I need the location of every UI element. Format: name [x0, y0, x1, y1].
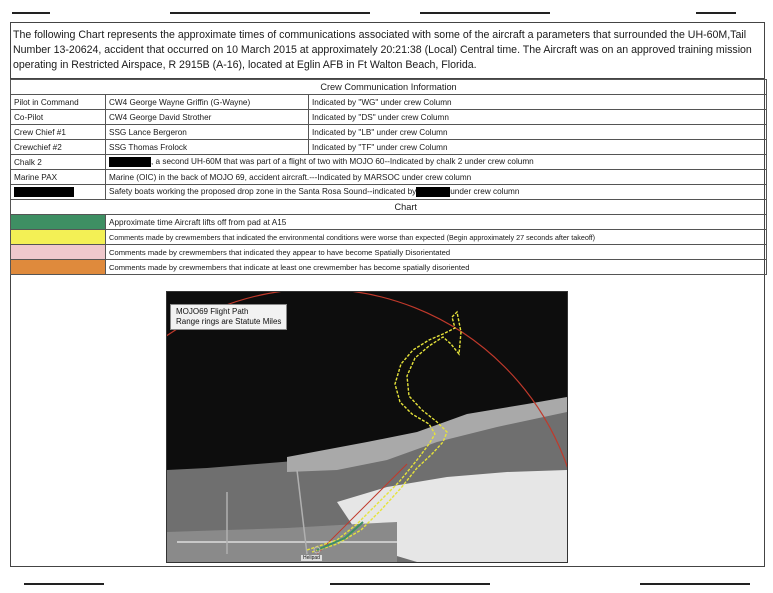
- legend-row: [11, 230, 767, 245]
- table-row-safety: [11, 185, 767, 200]
- chart-header-row: [11, 200, 767, 215]
- crew-role: Crewchief #2: [11, 140, 106, 155]
- safety-role: [11, 185, 106, 200]
- scan-mark-top-far-right: [696, 12, 736, 14]
- table-row: [11, 95, 767, 110]
- legend-text: Approximate time Aircraft lifts off from pad at A15: [106, 215, 767, 230]
- scan-mark-top-right: [420, 12, 550, 14]
- marine-role: Marine PAX: [11, 170, 106, 185]
- crew-role: Pilot in Command: [11, 95, 106, 110]
- table-row-chalk2: [11, 155, 767, 170]
- crew-name: SSG Lance Bergeron: [106, 125, 309, 140]
- table-row: [11, 110, 767, 125]
- pad-label: Helipad: [303, 555, 320, 561]
- legend-row: [11, 260, 767, 275]
- legend-swatch-yellow: [11, 230, 106, 245]
- crew-name: CW4 George David Strother: [106, 110, 309, 125]
- legend-text: Comments made by crewmembers that indicated the environmental conditions were worse than expected (Begin approximately 27 seconds after takeoff): [106, 230, 767, 245]
- crew-header: Crew Communication Information: [11, 80, 767, 95]
- flight-path-map-image: [167, 292, 567, 562]
- table-row-marine: [11, 170, 767, 185]
- chalk2-role: Chalk 2: [11, 155, 106, 170]
- legend-text: Comments made by crewmembers that indicated they appear to have become Spatially Disorientated: [106, 245, 767, 260]
- scan-mark-bottom-right: [640, 583, 750, 585]
- redaction-block: [416, 187, 450, 197]
- table-row: [11, 125, 767, 140]
- map-title: MOJO69 Flight Path: [176, 307, 249, 316]
- redaction-block: [14, 187, 74, 197]
- map-legend-box: [170, 304, 287, 330]
- crew-role: Co-Pilot: [11, 110, 106, 125]
- legend-row: [11, 215, 767, 230]
- crew-name: SSG Thomas Frolock: [106, 140, 309, 155]
- scan-mark-top-mid: [170, 12, 370, 14]
- crew-note: Indicated by "LB" under crew Column: [309, 125, 767, 140]
- crew-header-row: [11, 80, 767, 95]
- crew-name: CW4 George Wayne Griffin (G-Wayne): [106, 95, 309, 110]
- legend-swatch-green: [11, 215, 106, 230]
- scan-mark-bottom-mid: [330, 583, 490, 585]
- crew-note: Indicated by "DS" under crew Column: [309, 110, 767, 125]
- chart-header: [106, 200, 767, 215]
- chalk2-cell: [106, 155, 767, 170]
- safety-cell: [106, 185, 767, 200]
- redaction-block: [109, 157, 151, 167]
- table-row: [11, 140, 767, 155]
- crew-role: Crew Chief #1: [11, 125, 106, 140]
- chart-header-spacer: [11, 200, 106, 215]
- safety-text-after: under crew column: [450, 187, 520, 197]
- crew-note: Indicated by "TF" under crew Column: [309, 140, 767, 155]
- legend-swatch-orange: [11, 260, 106, 275]
- legend-row: [11, 245, 767, 260]
- safety-text-before: Safety boats working the proposed drop zone in the Santa Rosa Sound--indicated by: [109, 187, 417, 197]
- crew-table: [10, 79, 767, 275]
- map-subtitle: Range rings are Statute Miles: [176, 317, 282, 326]
- legend-text: Comments made by crewmembers that indicate at least one crewmember has become spatially disoriented: [106, 260, 767, 275]
- chalk2-text: , a second UH-60M that was part of a flight of two with MOJO 60--Indicated by chalk 2 under crew column: [151, 157, 534, 167]
- chart-header-label: Chart: [394, 202, 417, 212]
- crew-note: Indicated by "WG" under crew Column: [309, 95, 767, 110]
- scan-mark-bottom-left: [24, 583, 104, 585]
- flight-path-map: [166, 291, 568, 563]
- legend-swatch-pink: [11, 245, 106, 260]
- scan-mark-top-left: [12, 12, 50, 14]
- marine-text: Marine (OIC) in the back of MOJO 69, accident aircraft.---Indicated by MARSOC under crew column: [106, 170, 767, 185]
- intro-paragraph: The following Chart represents the approximate times of communications associated with some of the aircraft a parameters that surrounded the UH-60M,Tail Number 13-20624, accident that occurred on 10 March 2015 at approximately 20:21:38 (Local) Central time. The Aircraft was on an approved training mission operating in Restricted Airspace, R 2915B (A-16), located at Eglin AFB in Ft Walton Beach, Florida.: [11, 23, 764, 79]
